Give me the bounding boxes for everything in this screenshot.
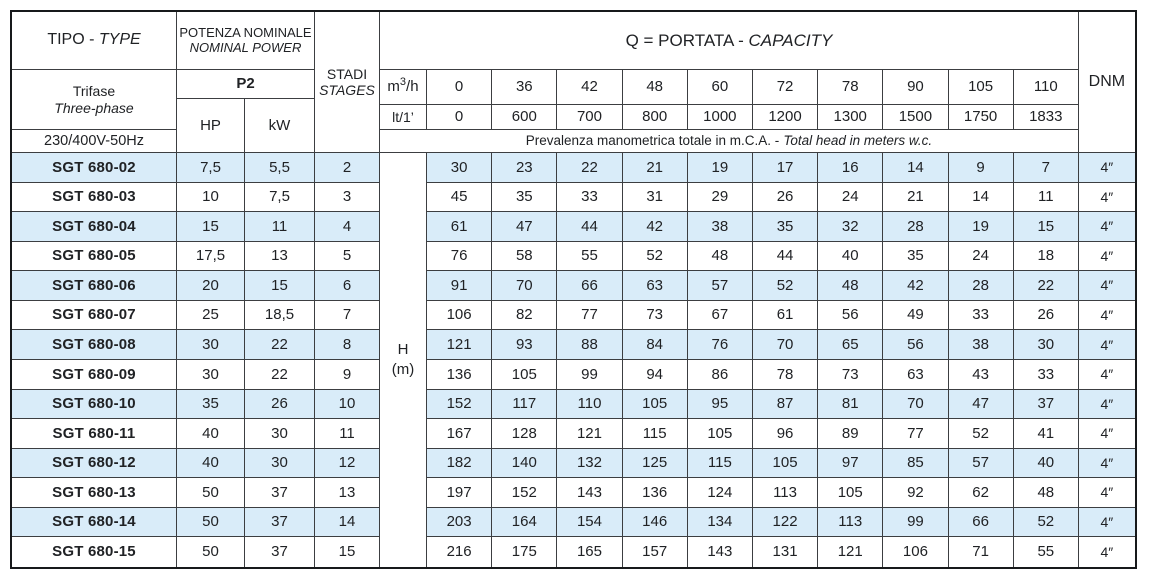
- head-value-cell: 61: [427, 212, 492, 242]
- stages-value-cell: 6: [315, 271, 380, 301]
- head-value-cell: 77: [557, 301, 622, 331]
- head-value-cell: 23: [492, 153, 557, 183]
- head-value-cell: 37: [1014, 390, 1079, 420]
- head-value-cell: 105: [818, 478, 883, 508]
- kw-value-cell: 37: [245, 508, 315, 538]
- head-value-cell: 21: [623, 153, 688, 183]
- head-value-cell: 88: [557, 330, 622, 360]
- catalog-table: [10, 10, 1137, 569]
- head-value-cell: 21: [883, 183, 948, 213]
- head-value-cell: 96: [753, 419, 818, 449]
- kw-value-cell: 30: [245, 419, 315, 449]
- head-value-cell: 87: [753, 390, 818, 420]
- header-q-label: Q = PORTATA -: [625, 30, 749, 50]
- pump-type-cell: SGT 680-05: [12, 242, 177, 272]
- head-value-cell: 66: [557, 271, 622, 301]
- head-value-cell: 143: [688, 537, 753, 567]
- head-value-cell: 35: [883, 242, 948, 272]
- capacity-m3h-value: 90: [883, 70, 948, 105]
- capacity-m3h-value: 110: [1014, 70, 1079, 105]
- capacity-lt-value: 800: [623, 105, 688, 130]
- header-kw: kW: [245, 99, 315, 153]
- capacity-m3h-value: 0: [427, 70, 492, 105]
- head-value-cell: 11: [1014, 183, 1079, 213]
- hp-value-cell: 40: [177, 419, 245, 449]
- stages-value-cell: 3: [315, 183, 380, 213]
- head-value-cell: 117: [492, 390, 557, 420]
- head-value-cell: 121: [427, 330, 492, 360]
- header-lt-unit: lt/1’: [380, 105, 427, 130]
- hp-value-cell: 20: [177, 271, 245, 301]
- head-value-cell: 63: [883, 360, 948, 390]
- dnm-value-cell: 4″: [1079, 360, 1135, 390]
- hp-value-cell: 50: [177, 508, 245, 538]
- kw-value-cell: 7,5: [245, 183, 315, 213]
- head-value-cell: 42: [623, 212, 688, 242]
- head-value-cell: 70: [492, 271, 557, 301]
- stages-value-cell: 11: [315, 419, 380, 449]
- pump-type-cell: SGT 680-13: [12, 478, 177, 508]
- dnm-value-cell: 4″: [1079, 419, 1135, 449]
- hp-value-cell: 25: [177, 301, 245, 331]
- head-value-cell: 67: [688, 301, 753, 331]
- head-value-cell: 164: [492, 508, 557, 538]
- stages-value-cell: 4: [315, 212, 380, 242]
- capacity-m3h-value: 78: [818, 70, 883, 105]
- header-p2: P2: [177, 70, 315, 99]
- kw-value-cell: 13: [245, 242, 315, 272]
- head-value-cell: 52: [949, 419, 1014, 449]
- head-value-cell: 66: [949, 508, 1014, 538]
- capacity-m3h-value: 105: [949, 70, 1014, 105]
- stages-value-cell: 13: [315, 478, 380, 508]
- head-value-cell: 197: [427, 478, 492, 508]
- head-value-cell: 44: [557, 212, 622, 242]
- dnm-value-cell: 4″: [1079, 183, 1135, 213]
- capacity-lt-value: 0: [427, 105, 492, 130]
- hp-value-cell: 30: [177, 360, 245, 390]
- head-value-cell: 48: [688, 242, 753, 272]
- header-capacity-label: CAPACITY: [748, 30, 833, 50]
- head-value-cell: 113: [753, 478, 818, 508]
- head-value-cell: 92: [883, 478, 948, 508]
- head-value-cell: 35: [492, 183, 557, 213]
- dnm-value-cell: 4″: [1079, 508, 1135, 538]
- head-value-cell: 182: [427, 449, 492, 479]
- header-potenza-line1: POTENZA NOMINALE: [179, 24, 312, 40]
- head-value-cell: 152: [492, 478, 557, 508]
- dnm-value-cell: 4″: [1079, 330, 1135, 360]
- kw-value-cell: 30: [245, 449, 315, 479]
- head-value-cell: 28: [883, 212, 948, 242]
- head-meters-unit: [380, 153, 427, 567]
- head-value-cell: 105: [623, 390, 688, 420]
- head-value-cell: 16: [818, 153, 883, 183]
- head-value-cell: 63: [623, 271, 688, 301]
- head-value-cell: 128: [492, 419, 557, 449]
- pump-type-cell: SGT 680-07: [12, 301, 177, 331]
- pump-type-cell: SGT 680-12: [12, 449, 177, 479]
- header-potenza-nominale: [177, 12, 315, 70]
- head-value-cell: 89: [818, 419, 883, 449]
- head-value-cell: 125: [623, 449, 688, 479]
- capacity-m3h-value: 36: [492, 70, 557, 105]
- head-value-cell: 136: [623, 478, 688, 508]
- hp-value-cell: 7,5: [177, 153, 245, 183]
- header-tipo-type: [12, 12, 177, 70]
- capacity-m3h-value: 60: [688, 70, 753, 105]
- head-value-cell: 47: [949, 390, 1014, 420]
- header-m3h-unit: m $^3$ /h: [380, 70, 427, 105]
- head-value-cell: 22: [1014, 271, 1079, 301]
- kw-value-cell: 15: [245, 271, 315, 301]
- hp-value-cell: 35: [177, 390, 245, 420]
- header-tipo-label: TIPO -: [47, 31, 99, 49]
- head-value-cell: 32: [818, 212, 883, 242]
- head-value-cell: 167: [427, 419, 492, 449]
- head-value-cell: 19: [949, 212, 1014, 242]
- head-value-cell: 91: [427, 271, 492, 301]
- stages-value-cell: 2: [315, 153, 380, 183]
- head-value-cell: 216: [427, 537, 492, 567]
- head-value-cell: 15: [1014, 212, 1079, 242]
- head-value-cell: 40: [818, 242, 883, 272]
- pump-type-cell: SGT 680-14: [12, 508, 177, 538]
- head-value-cell: 31: [623, 183, 688, 213]
- stages-value-cell: 8: [315, 330, 380, 360]
- dnm-value-cell: 4″: [1079, 301, 1135, 331]
- head-value-cell: 81: [818, 390, 883, 420]
- head-value-cell: 97: [818, 449, 883, 479]
- head-value-cell: 84: [623, 330, 688, 360]
- head-value-cell: 152: [427, 390, 492, 420]
- dnm-value-cell: 4″: [1079, 390, 1135, 420]
- head-value-cell: 76: [427, 242, 492, 272]
- head-value-cell: 7: [1014, 153, 1079, 183]
- head-value-cell: 33: [557, 183, 622, 213]
- pump-type-cell: SGT 680-02: [12, 153, 177, 183]
- head-value-cell: 115: [623, 419, 688, 449]
- pump-type-cell: SGT 680-09: [12, 360, 177, 390]
- pump-type-cell: SGT 680-06: [12, 271, 177, 301]
- header-trifase: [12, 70, 177, 130]
- head-value-cell: 29: [688, 183, 753, 213]
- capacity-lt-value: 1833: [1014, 105, 1079, 130]
- dnm-value-cell: 4″: [1079, 537, 1135, 567]
- head-value-cell: 56: [883, 330, 948, 360]
- head-value-cell: 30: [427, 153, 492, 183]
- head-value-cell: 47: [492, 212, 557, 242]
- hp-value-cell: 17,5: [177, 242, 245, 272]
- head-value-cell: 124: [688, 478, 753, 508]
- head-value-cell: 106: [883, 537, 948, 567]
- head-value-cell: 33: [1014, 360, 1079, 390]
- dnm-value-cell: 4″: [1079, 212, 1135, 242]
- capacity-lt-value: 1200: [753, 105, 818, 130]
- head-value-cell: 56: [818, 301, 883, 331]
- stages-value-cell: 12: [315, 449, 380, 479]
- head-value-cell: 121: [557, 419, 622, 449]
- head-value-cell: 143: [557, 478, 622, 508]
- head-value-cell: 146: [623, 508, 688, 538]
- head-value-cell: 175: [492, 537, 557, 567]
- head-h-label: H: [397, 340, 409, 358]
- capacity-lt-value: 700: [557, 105, 622, 130]
- head-value-cell: 86: [688, 360, 753, 390]
- pump-type-cell: SGT 680-11: [12, 419, 177, 449]
- head-value-cell: 70: [753, 330, 818, 360]
- head-value-cell: 35: [753, 212, 818, 242]
- dnm-value-cell: 4″: [1079, 242, 1135, 272]
- header-stages-label: STAGES: [319, 82, 375, 98]
- head-value-cell: 26: [1014, 301, 1079, 331]
- head-value-cell: 57: [949, 449, 1014, 479]
- capacity-m3h-value: 48: [623, 70, 688, 105]
- head-value-cell: 65: [818, 330, 883, 360]
- head-value-cell: 9: [949, 153, 1014, 183]
- head-value-cell: 115: [688, 449, 753, 479]
- hp-value-cell: 10: [177, 183, 245, 213]
- header-potenza-line2: NOMINAL POWER: [189, 39, 302, 55]
- head-value-cell: 165: [557, 537, 622, 567]
- head-value-cell: 62: [949, 478, 1014, 508]
- head-value-cell: 99: [883, 508, 948, 538]
- kw-value-cell: 22: [245, 360, 315, 390]
- header-total-head-label: Total head in meters w.c.: [783, 133, 933, 149]
- header-trifase-label: Trifase: [72, 83, 116, 100]
- kw-value-cell: 18,5: [245, 301, 315, 331]
- kw-value-cell: 37: [245, 478, 315, 508]
- capacity-lt-value: 1300: [818, 105, 883, 130]
- head-value-cell: 38: [688, 212, 753, 242]
- head-value-cell: 58: [492, 242, 557, 272]
- head-value-cell: 70: [883, 390, 948, 420]
- pump-type-cell: SGT 680-08: [12, 330, 177, 360]
- header-hp: HP: [177, 99, 245, 153]
- head-value-cell: 24: [818, 183, 883, 213]
- head-value-cell: 82: [492, 301, 557, 331]
- head-value-cell: 44: [753, 242, 818, 272]
- head-value-cell: 132: [557, 449, 622, 479]
- head-value-cell: 41: [1014, 419, 1079, 449]
- head-value-cell: 24: [949, 242, 1014, 272]
- hp-value-cell: 15: [177, 212, 245, 242]
- capacity-lt-value: 1750: [949, 105, 1014, 130]
- head-value-cell: 136: [427, 360, 492, 390]
- head-value-cell: 45: [427, 183, 492, 213]
- head-value-cell: 76: [688, 330, 753, 360]
- head-value-cell: 131: [753, 537, 818, 567]
- head-value-cell: 110: [557, 390, 622, 420]
- head-value-cell: 121: [818, 537, 883, 567]
- pump-type-cell: SGT 680-15: [12, 537, 177, 567]
- capacity-lt-value: 1500: [883, 105, 948, 130]
- kw-value-cell: 11: [245, 212, 315, 242]
- head-value-cell: 157: [623, 537, 688, 567]
- dnm-value-cell: 4″: [1079, 478, 1135, 508]
- hp-value-cell: 50: [177, 537, 245, 567]
- header-voltage: 230/400V-50Hz: [12, 130, 177, 153]
- dnm-value-cell: 4″: [1079, 271, 1135, 301]
- head-value-cell: 52: [1014, 508, 1079, 538]
- head-value-cell: 14: [949, 183, 1014, 213]
- capacity-lt-value: 600: [492, 105, 557, 130]
- head-value-cell: 17: [753, 153, 818, 183]
- head-value-cell: 73: [818, 360, 883, 390]
- head-value-cell: 22: [557, 153, 622, 183]
- head-value-cell: 38: [949, 330, 1014, 360]
- header-prevalenza-label: Prevalenza manometrica totale in m.C.A. -: [525, 133, 780, 149]
- stages-value-cell: 9: [315, 360, 380, 390]
- stages-value-cell: 10: [315, 390, 380, 420]
- stages-value-cell: 7: [315, 301, 380, 331]
- head-value-cell: 61: [753, 301, 818, 331]
- head-value-cell: 26: [753, 183, 818, 213]
- pump-type-cell: SGT 680-03: [12, 183, 177, 213]
- head-value-cell: 85: [883, 449, 948, 479]
- capacity-m3h-value: 42: [557, 70, 622, 105]
- kw-value-cell: 26: [245, 390, 315, 420]
- head-value-cell: 14: [883, 153, 948, 183]
- head-value-cell: 19: [688, 153, 753, 183]
- head-m-label: (m): [391, 360, 415, 378]
- head-value-cell: 48: [1014, 478, 1079, 508]
- pump-type-cell: SGT 680-04: [12, 212, 177, 242]
- kw-value-cell: 5,5: [245, 153, 315, 183]
- head-value-cell: 73: [623, 301, 688, 331]
- head-value-cell: 78: [753, 360, 818, 390]
- head-value-cell: 95: [688, 390, 753, 420]
- header-stadi-label: STADI: [326, 65, 368, 82]
- head-value-cell: 106: [427, 301, 492, 331]
- head-value-cell: 105: [492, 360, 557, 390]
- head-value-cell: 77: [883, 419, 948, 449]
- stages-value-cell: 15: [315, 537, 380, 567]
- head-value-cell: 94: [623, 360, 688, 390]
- head-value-cell: 99: [557, 360, 622, 390]
- capacity-lt-value: 1000: [688, 105, 753, 130]
- head-value-cell: 122: [753, 508, 818, 538]
- head-value-cell: 55: [557, 242, 622, 272]
- head-value-cell: 93: [492, 330, 557, 360]
- head-value-cell: 134: [688, 508, 753, 538]
- head-value-cell: 28: [949, 271, 1014, 301]
- header-q-capacity: [380, 12, 1079, 70]
- head-value-cell: 154: [557, 508, 622, 538]
- head-value-cell: 105: [688, 419, 753, 449]
- head-value-cell: 49: [883, 301, 948, 331]
- header-three-phase-label: Three-phase: [54, 99, 134, 116]
- head-value-cell: 18: [1014, 242, 1079, 272]
- dnm-value-cell: 4″: [1079, 449, 1135, 479]
- stages-value-cell: 14: [315, 508, 380, 538]
- head-value-cell: 140: [492, 449, 557, 479]
- kw-value-cell: 37: [245, 537, 315, 567]
- header-type-label: TYPE: [98, 31, 141, 49]
- head-value-cell: 203: [427, 508, 492, 538]
- head-value-cell: 43: [949, 360, 1014, 390]
- header-prevalenza: [380, 130, 1079, 153]
- hp-value-cell: 50: [177, 478, 245, 508]
- capacity-m3h-value: 72: [753, 70, 818, 105]
- head-value-cell: 71: [949, 537, 1014, 567]
- head-value-cell: 113: [818, 508, 883, 538]
- head-value-cell: 42: [883, 271, 948, 301]
- head-value-cell: 55: [1014, 537, 1079, 567]
- hp-value-cell: 30: [177, 330, 245, 360]
- head-value-cell: 30: [1014, 330, 1079, 360]
- head-value-cell: 52: [623, 242, 688, 272]
- stages-value-cell: 5: [315, 242, 380, 272]
- hp-value-cell: 40: [177, 449, 245, 479]
- head-value-cell: 40: [1014, 449, 1079, 479]
- head-value-cell: 33: [949, 301, 1014, 331]
- head-value-cell: 57: [688, 271, 753, 301]
- dnm-value-cell: 4″: [1079, 153, 1135, 183]
- pump-type-cell: SGT 680-10: [12, 390, 177, 420]
- kw-value-cell: 22: [245, 330, 315, 360]
- header-stadi-stages: [315, 12, 380, 153]
- head-value-cell: 48: [818, 271, 883, 301]
- head-value-cell: 105: [753, 449, 818, 479]
- header-dnm: DNM: [1079, 12, 1135, 153]
- head-value-cell: 52: [753, 271, 818, 301]
